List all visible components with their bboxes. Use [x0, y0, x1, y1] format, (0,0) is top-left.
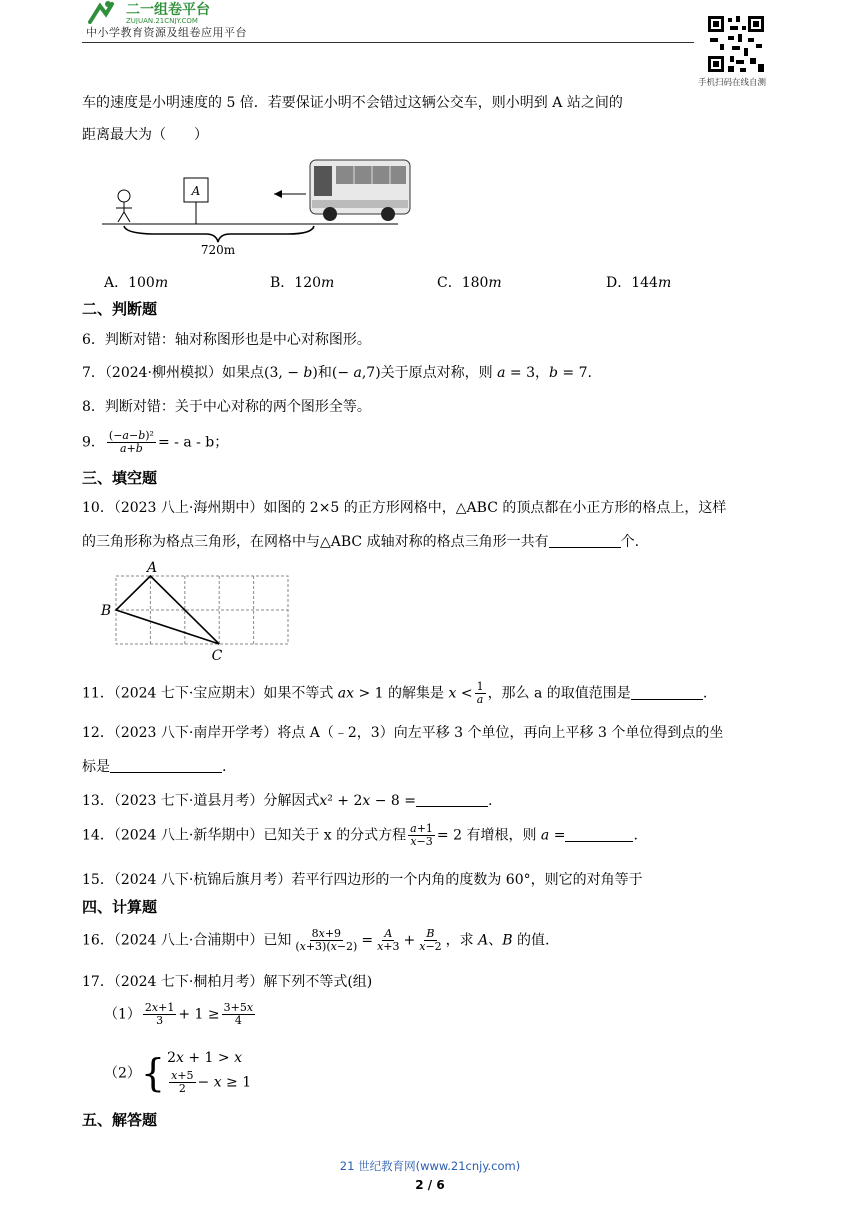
q12-line2: 标是 . [82, 759, 227, 775]
q17-part2: （2） { 2𝑥 + 1 > 𝑥 $\frac{\text{𝑥+5}}{2}$ − 𝑥 ≥ 1 [104, 1050, 252, 1095]
header-divider [82, 42, 694, 43]
q11-answer-blank[interactable] [631, 685, 703, 700]
q9: 9． $\frac{\text{(−𝑎−𝑏)²}}{\text{𝑎+𝑏}}$ = - a - b； [82, 429, 229, 455]
q14-answer-blank[interactable] [565, 827, 633, 842]
q5-line2: 距离最大为（ ） [82, 127, 208, 143]
site-logo [86, 0, 276, 24]
q10-answer-blank[interactable] [549, 533, 621, 548]
distance-label: 720m [200, 243, 236, 257]
header-subtitle: 中小学教育资源及组卷应用平台 [86, 26, 247, 39]
section-heading-fill: 三、填空题 [82, 469, 158, 487]
q5-option-b[interactable]: B．120𝑚 [270, 275, 335, 291]
q11: 11．（2024 七下·宝应期末）如果不等式 𝑎𝑥 > 1 的解集是 𝑥 < $\frac{1}{\text{𝑎}}$ ，那么 a 的取值范围是 . [82, 680, 708, 706]
q5-option-c[interactable]: C．180𝑚 [437, 275, 502, 291]
q10-line1: 10．（2023 八上·海州期中）如图的 2×5 的正方形网格中，△ABC 的顶点都在小正方形的格点上，这样 [82, 500, 727, 516]
vertex-c-label: C [211, 648, 223, 664]
q6: 6．判断对错：轴对称图形也是中心对称图形。 [82, 332, 371, 348]
section-heading-judgement: 二、判断题 [82, 300, 158, 318]
qr-caption: 手机扫码在线自测 [698, 78, 767, 88]
qr-code[interactable] [706, 14, 766, 74]
footer-link[interactable]: 21 世纪教育网(www.21cnjy.com) [339, 1159, 521, 1173]
svg-text:ZUJUAN.21CNJY.COM: ZUJUAN.21CNJY.COM [126, 17, 198, 24]
q5-option-d[interactable]: D．144𝑚 [606, 275, 672, 291]
station-label: A [191, 184, 201, 198]
q13-answer-blank[interactable] [416, 792, 488, 807]
q10-grid-figure [96, 556, 296, 670]
section-heading-solve: 五、解答题 [82, 1111, 158, 1129]
svg-text:二一组卷平台: 二一组卷平台 [126, 2, 210, 18]
q12-answer-blank[interactable] [110, 758, 222, 773]
q13: 13．（2023 七下·道县月考）分解因式𝑥² + 2𝑥 − 8 = . [82, 793, 493, 809]
section-heading-calc: 四、计算题 [82, 898, 158, 916]
q10-line2: 的三角形称为格点三角形，在网格中与△ABC 成轴对称的格点三角形一共有 个. [82, 534, 640, 550]
q5-figure [98, 150, 428, 264]
q5-option-a[interactable]: A．100𝑚 [104, 275, 169, 291]
q15: 15．（2024 八下·杭锦后旗月考）若平行四边形的一个内角的度数为 60°，则它的对角等于 [82, 872, 643, 888]
q17-title: 17．（2024 七下·桐柏月考）解下列不等式(组) [82, 974, 373, 990]
q7: 7．（2024·柳州模拟）如果点(3, − 𝑏)和(− 𝑎,7)关于原点对称，则 𝑎 = 3，𝑏 = 7. [82, 365, 592, 381]
vertex-a-label: A [146, 560, 158, 576]
q16: 16．（2024 八上·合浦期中）已知 $\frac{\text{8𝑥+9}}{\text{(𝑥+3)(𝑥−2)}}$ = $\frac{\text{𝐴}}{\text{𝑥+3}}$ + $\frac{\text{𝐵}}{\text{𝑥−2}}$ ，求 𝐴、𝐵 的值. [82, 927, 550, 953]
page-number: 2 / 6 [415, 1178, 445, 1192]
q14: 14．（2024 八上·新华期中）已知关于 x 的分式方程 $\frac{\text{𝑎+1}}{\text{𝑥−3}}$ = 2 有增根，则 𝑎 = . [82, 822, 638, 848]
q12-line1: 12．（2023 八下·南岸开学考）将点 A（﹣2，3）向左平移 3 个单位，再向上平移 3 个单位得到点的坐 [82, 725, 724, 741]
q5-line1: 车的速度是小明速度的 5 倍．若要保证小明不会错过这辆公交车，则小明到 A 站之间的 [82, 95, 623, 111]
q17-part1: （1） $\frac{\text{2𝑥+1}}{3}$ + 1 ≥ $\frac{\text{3+5𝑥}}{4}$ [104, 1001, 254, 1027]
vertex-b-label: B [100, 603, 112, 619]
q8: 8．判断对错：关于中心对称的两个图形全等。 [82, 399, 371, 415]
